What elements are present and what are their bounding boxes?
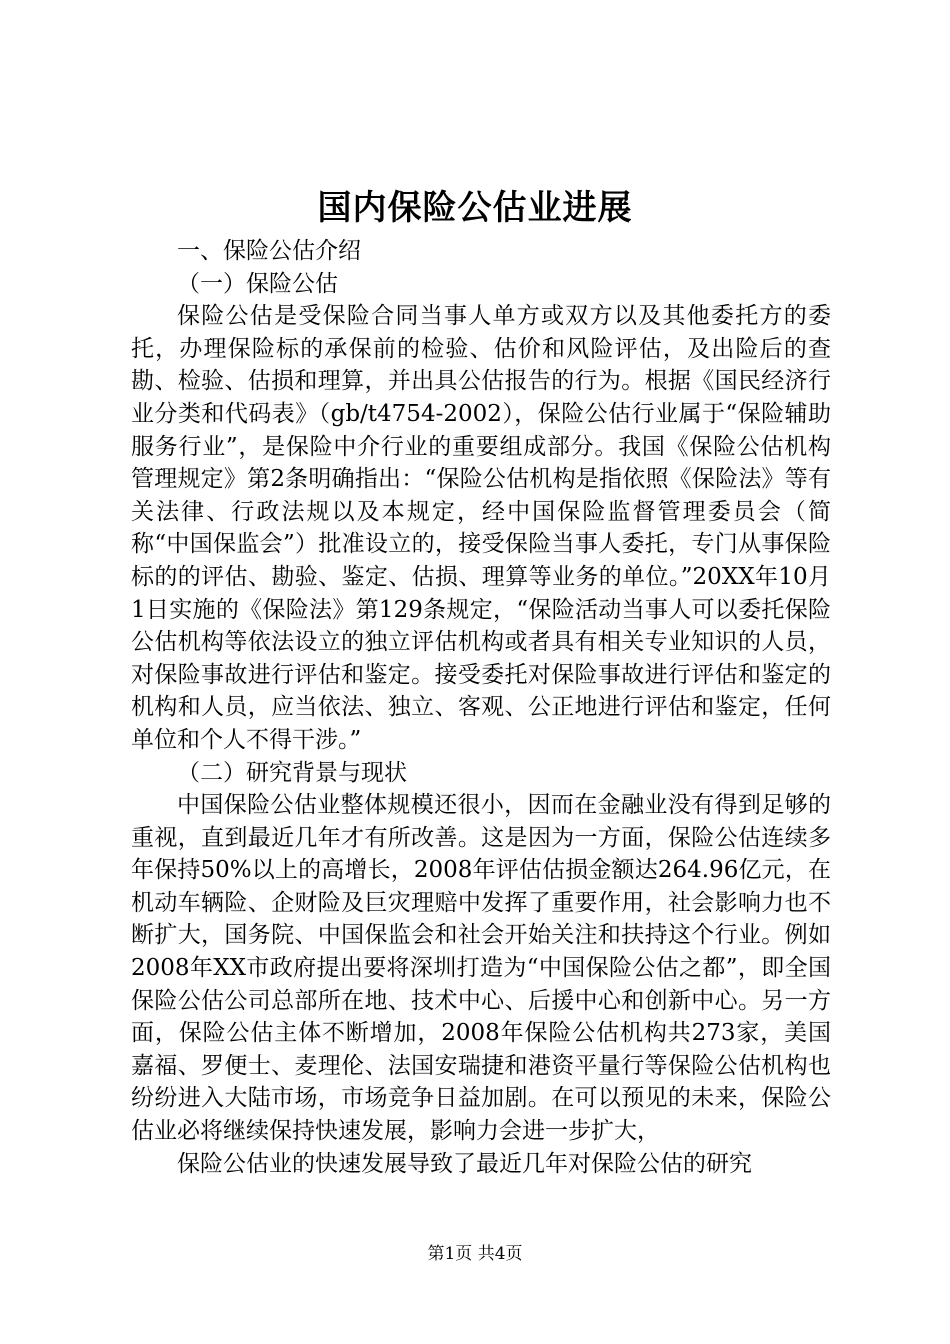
- section-heading-1: 一、保险公估介绍: [177, 238, 361, 264]
- subsection-heading-1: （一）保险公估: [177, 270, 338, 297]
- subsection-heading-2: （二）研究背景与现状: [177, 759, 407, 786]
- document-title: 国内保险公估业进展: [317, 188, 633, 228]
- document-body: [131, 235, 831, 1180]
- body-paragraph-2: 中国保险公估业整体规模还很小，因而在金融业没有得到足够的重视，直到最近几年才有所改善。这是因为一方面，保险公估连续多年保持50%以上的高增长，2008年评估估损金额达264.96亿元，在机动车辆险、企财险及巨灾理赔中发挥了重要作用，社会影响力也不断扩大，国务院、中国保监会和社会开始关注和扶持这个行业。例如2008年XX市政府提出要将深圳打造为“中国保险公估之都”，即全国保险公估公司总部所在地、技术中心、后援中心和创新中心。另一方面，保险公估主体不断增加，2008年保险公估机构共273家，美国嘉福、罗便士、麦理伦、法国安瑞捷和港资平量行等保险公估机构也纷纷进入大陆市场，市场竞争日益加剧。在可以预见的未来，保险公估业必将继续保持快速发展，影响力会进一步扩大，: [131, 792, 831, 1145]
- page-footer: 第1页 共4页: [427, 1244, 523, 1264]
- body-paragraph-1: 保险公估是受保险合同当事人单方或双方以及其他委托方的委托，办理保险标的承保前的检验、估价和风险评估，及出险后的查勘、检验、估损和理算，并出具公估报告的行为。根据《国民经济行业分类和代码表》（gb/t4754-2002），保险公估行业属于“保险辅助服务行业”，是保险中介行业的重要组成部分。我国《保险公估机构管理规定》第2条明确指出：“保险公估机构是指依照《保险法》等有关法律、行政法规以及本规定，经中国保险监督管理委员会（简称“中国保监会”）批准设立的，接受保险当事人委托，专门从事保险标的的评估、勘验、鉴定、估损、理算等业务的单位。”20XX年10月1日实施的《保险法》第129条规定，“保险活动当事人可以委托保险公估机构等依法设立的独立评估机构或者具有相关专业知识的人员，对保险事故进行评估和鉴定。接受委托对保险事故进行评估和鉴定的机构和人员，应当依法、独立、客观、公正地进行评估和鉴定，任何单位和个人不得干涉。”: [131, 303, 831, 753]
- body-paragraph-3: 保险公估业的快速发展导致了最近几年对保险公估的研究: [177, 1150, 752, 1177]
